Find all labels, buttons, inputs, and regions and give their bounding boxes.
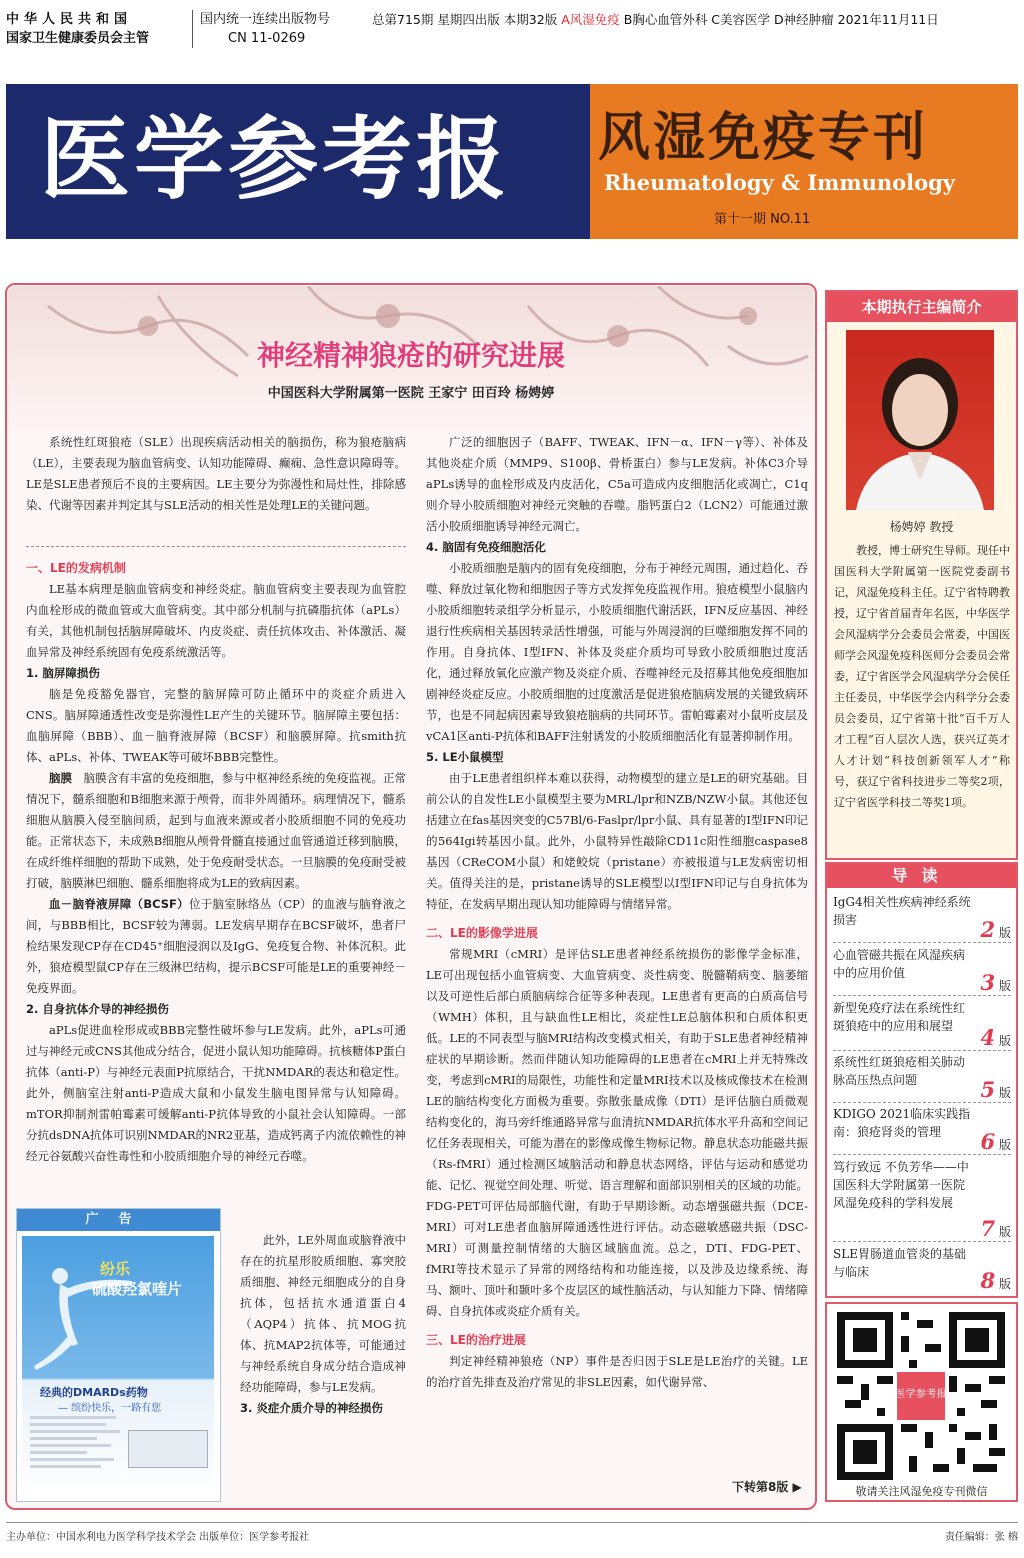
supplement-title-en: Rheumatology & Immunology bbox=[604, 170, 956, 195]
guide-item-text: 笃行致远 不负芳华——中国医科大学附属第一医院风湿免疫科的学科发展 bbox=[833, 1160, 969, 1210]
section-2-heading: 二、LE的影像学进展 bbox=[426, 926, 538, 940]
guide-item-text: IgG4相关性疾病神经系统损害 bbox=[833, 895, 971, 927]
newspaper-title: 医学参考报 bbox=[40, 106, 510, 212]
ad-drug-name: 硫酸羟氯喹片 bbox=[92, 1280, 183, 1298]
guide-item-text: KDIGO 2021临床实践指南：狼疮肾炎的管理 bbox=[833, 1107, 971, 1139]
guide-header: 导读 bbox=[827, 864, 1016, 888]
footer-publisher: 主办单位：中国水利电力医学科学技术学会 出版单位：医学参考报社 bbox=[6, 1532, 310, 1543]
supplement-title: 风湿免疫专刊 bbox=[598, 107, 929, 168]
ad-product-box bbox=[128, 1430, 208, 1468]
section-3-heading: 三、LE的治疗进展 bbox=[426, 1333, 526, 1347]
editor-bio: 教授，博士研究生导师。现任中国医科大学附属第一医院党委副书记，风湿免疫科主任。辽宁省特聘教授，辽宁省首届青年名医，中华医学会风湿病学分会委员会常委，中国医师学会风湿免疫科医师分会委员会常委，辽宁省医学会风湿病学分会侯任主任委员，中华医学会内科学分会委员会委员，辽宁省第十批“百千万人才工程”百人层次人选，获兴辽英才人才计划“科技创新领军人才”称号，获辽宁省科技进步二等奖2项，辽宁省医学科技二等奖1项。 bbox=[834, 544, 1010, 809]
section-divider bbox=[26, 546, 406, 547]
editor-name: 杨娉婷 教授 bbox=[889, 520, 954, 534]
qr-logo-text: 医学参考报 bbox=[895, 1387, 947, 1400]
guide-item[interactable] bbox=[833, 946, 1011, 996]
guide-item-page: 5 版 bbox=[980, 1077, 1011, 1102]
subsection-1-1-paragraph-2 bbox=[26, 768, 406, 894]
article-title: 神经精神狼疮的研究进展 bbox=[256, 339, 565, 372]
editor-photo bbox=[846, 330, 994, 510]
guide-item[interactable] bbox=[833, 1245, 1011, 1293]
article-authors: 中国医科大学附属第一医院 王家宁 田百玲 杨娉婷 bbox=[267, 386, 555, 401]
guide-item[interactable] bbox=[833, 1053, 1011, 1103]
subsection-1-1-paragraph-3 bbox=[26, 894, 406, 999]
subsection-1-1-heading: 1. 脑屏障损伤 bbox=[26, 666, 100, 680]
guide-item[interactable] bbox=[833, 1158, 1011, 1242]
section-2-paragraph: 常规MRI（cMRI）是评估SLE患者神经系统损伤的影像学金标准，LE可出现包括小血管病变、大血管病变、炎性病变、脱髓鞘病变、脑萎缩以及可逆性后部白质脑病综合征等多种表现。LE患者有更高的白质高信号（WMH）体积，且与缺血性LE相比，炎症性LE总脑体积和白质体积更低。LE的不同表型与脑MRI结构改变模式相关，有助于SLE患者神经精神症状的早期诊断。然而伴随认知功能障碍的LE患者在cMRI上并无特殊改变，考虑到cMRI的局限性，功能性和定量MRI技术以及核成像技术在检测LE的脑结构变化方面极为重要。弥散张量成像（DTI）是评估脑白质微观结构变化的，海马旁纤维通路异常与血清抗NMDAR抗体水平升高和空间记忆任务表现相关，可能为潜在的影像成像生物标记物。静息状态功能磁共振（Rs-fMRI）通过检测区域脑活动和静息状态网络，评估与运动和感觉功能、记忆、视觉空间处理、听觉、语言理解和面部识别相关的区域的功能。FDG-PET可评估局部脑代谢，有助于早期诊断。动态增强磁共振（DCE-MRI）可对LE患者血脑屏障通透性进行评估。动态磁敏感磁共振（DSC-MRI）可测量控制情绪的大脑区域脑血流。总之，DTI、FDG-PET、fMRI等技术显示了异常的网络结构和功能连接，以及涉及边缘系统、海马、额叶、顶叶和颞叶多个皮层区的域性脑活动，与认知能力下降、情绪障碍、自身抗体或炎症介质有关。 bbox=[426, 947, 808, 1318]
guide-item-page: 4 版 bbox=[980, 1025, 1011, 1050]
article-column-1-narrow bbox=[240, 1230, 406, 1419]
header-divider bbox=[192, 10, 193, 48]
guide-item-text: SLE胃肠道血管炎的基础与临床 bbox=[833, 1247, 966, 1279]
ad-slogan: 经典的DMARDs药物 bbox=[40, 1386, 148, 1399]
guide-item-text: 新型免疫疗法在系统性红斑狼疮中的应用和展望 bbox=[833, 1001, 966, 1033]
article-column-1 bbox=[26, 550, 406, 1167]
section-3-paragraph: 判定神经精神狼疮（NP）事件是否归因于SLE是LE治疗的关键。LE的治疗首先排查及治疗常见的非SLE因素，如代谢异常、 bbox=[426, 1354, 808, 1389]
footer-editor: 责任编辑：张 榕 bbox=[944, 1532, 1018, 1543]
qr-caption: 敬请关注风湿免疫专刊微信 bbox=[855, 1485, 988, 1498]
guide-item[interactable] bbox=[833, 999, 1011, 1051]
subsection-1-4-heading: 4. 脑固有免疫细胞活化 bbox=[426, 540, 546, 554]
guide-item-page: 7 版 bbox=[980, 1216, 1011, 1241]
issue-date: 2021年11月11日 bbox=[837, 12, 939, 27]
subsection-1-4-paragraph: 小胶质细胞是脑内的固有免疫细胞，分布于神经元周围，通过趋化、吞噬、释放过氧化物和细胞因子等方式发挥免疫监视作用。狼疮模型小鼠脑内小胶质细胞转录组学分析显示，小胶质细胞代谢活跃，IFN反应基因、神经退行性疾病相关基因转录活性增强，可能与外周浸润的巨噬细胞发挥不同的作用。自身抗体、I型IFN、补体及炎症介质均可导致小胶质细胞过度活化，通过释放氧化应激产物及炎症介质、吞噬神经元及招募其他免疫细胞加剧神经炎症反应。小胶质细胞的过度激活是促进狼疮脑病发展的关键致病环节，也是不同起病因素导致狼疮脑病的共同环节。雷帕霉素对小鼠听皮层及vCA1区anti-P抗体和BAFF注射诱发的小胶质细胞活化有显著抑制作用。 bbox=[426, 561, 808, 743]
article-column-2 bbox=[426, 432, 808, 1393]
article-column-1-top bbox=[26, 432, 406, 516]
cn-block bbox=[200, 10, 360, 48]
subsection-1-2-paragraph-1: aPLs促进血栓形成或BBB完整性破坏参与LE发病。此外，aPLs可通过与神经元或CNS其他成分结合，促进小鼠认知功能障碍。抗核糖体P蛋白抗体（anti-P）与神经元表面P抗原结合，干扰NMDAR的表达和稳定性。此外，侧脑室注射anti-P造成大鼠和小鼠发生脑电图异常与认知障碍。mTOR抑制剂雷帕霉素可缓解anti-P抗体导致的小鼠社会认知障碍。一部分抗dsDNA抗体可识别NMDAR的NR2亚基，造成钙离子内流依赖性的神经元谷氨酸兴奋性毒性和小胶质细胞介导的神经元吞噬。 bbox=[26, 1023, 406, 1163]
subsection-1-1-paragraph-1: 脑是免疫豁免器官，完整的脑屏障可防止循环中的炎症介质进入CNS。脑屏障通透性改变是弥漫性LE产生的关键环节。脑屏障主要包括：血脑屏障（BBB）、血－脑脊液屏障（BCSF）和脑膜屏障。抗smith抗体、aPLs、补体、TWEAK等可破坏BBB完整性。 bbox=[26, 687, 406, 764]
section-1-heading: 一、LE的发病机制 bbox=[26, 561, 126, 575]
supplement-issue-number: 第十一期 NO.11 bbox=[714, 212, 811, 227]
editor-portrait-icon bbox=[846, 330, 994, 510]
section-a: A风湿免疫 bbox=[561, 12, 620, 27]
subsection-1-2-heading: 2. 自身抗体介导的神经损伤 bbox=[26, 1002, 169, 1016]
advertisement-header: 广告 bbox=[17, 1209, 220, 1231]
subsection-1-3-heading: 3. 炎症介质介导的神经损伤 bbox=[240, 1401, 383, 1415]
continued-on-page[interactable]: 下转第8版 ▶ bbox=[732, 1480, 802, 1494]
issue-info-line bbox=[372, 10, 1022, 29]
publisher-line-2: 国家卫生健康委员会主管 bbox=[6, 31, 150, 46]
editor-intro-header: 本期执行主编简介 bbox=[827, 292, 1016, 322]
subsection-1-5-heading: 5. LE小鼠模型 bbox=[426, 750, 504, 764]
ad-slogan-2: — 缤纷快乐，一路有您 bbox=[58, 1403, 162, 1414]
publisher-line-1: 中华人民共和国 bbox=[6, 12, 133, 27]
guide-item[interactable] bbox=[833, 893, 1011, 943]
meninges-lead: 脑膜 bbox=[49, 771, 73, 785]
cn-number: CN 11-0269 bbox=[228, 31, 306, 46]
guide-item-text: 心血管磁共振在风湿疾病中的应用价值 bbox=[833, 948, 966, 980]
guide-item-page: 8 版 bbox=[980, 1268, 1011, 1293]
ad-brand-name: 纷乐 bbox=[100, 1260, 131, 1278]
guide-item-page: 3 版 bbox=[980, 970, 1011, 995]
guide-item-text: 系统性红斑狼疮相关肺动脉高压热点问题 bbox=[833, 1055, 966, 1087]
footer-rule bbox=[6, 1522, 1018, 1523]
wechat-qr-code-icon[interactable] bbox=[837, 1312, 1005, 1480]
meninges-text: 脑膜含有丰富的免疫细胞，参与中枢神经系统的免疫监视。正常情况下，髓系细胞和B细胞来源于颅骨，而非外周循环。病理情况下，髓系细胞从脑膜入侵至脑间质，起到与血液来源或者小胶质细胞不同的免疫功能。正常状态下，未成熟B细胞从颅骨骨髓直接通过血管通道迁移到脑膜，在成纤维样细胞的帮助下成熟，处于免疫耐受状态。一旦脑膜的免疫耐受被打破，脑膜淋巴细胞、髓系细胞将成为LE的致病因素。 bbox=[26, 771, 407, 890]
sections-rest: B胸心血管外科 C美容医学 D神经肿瘤 bbox=[623, 12, 834, 27]
issue-info: 总第715期 星期四出版 本期32版 bbox=[372, 12, 558, 27]
guide-item-page: 2 版 bbox=[980, 917, 1011, 942]
cn-label: 国内统一连续出版物号 bbox=[200, 12, 331, 27]
publisher-block bbox=[6, 10, 184, 48]
ad-fine-print bbox=[30, 1416, 125, 1486]
article-intro: 系统性红斑狼疮（SLE）出现疾病活动相关的脑损伤，称为狼疮脑病（LE），主要表现为脑血管病变、认知功能障碍、癫痫、急性意识障碍等。LE是SLE患者预后不良的主要病因。LE主要分为弥漫性和局灶性，排除感染、代谢等因素并判定其与SLE活动的相关性是处理LE的关键问题。 bbox=[26, 435, 406, 512]
subsection-1-5-paragraph: 由于LE患者组织样本难以获得，动物模型的建立是LE的研究基础。目前公认的自发性LE小鼠模型主要为MRL/lpr和NZB/NZW小鼠。其他还包括建立在fas基因突变的C57Bl/6-Faslpr/lpr小鼠、具有显著的I型IFN印记的564Igi转基因小鼠。此外，小鼠特异性敲除CD11c阳性细胞caspase8基因（CReCOM小鼠）和姥鲛烷（pristane）亦被报道与LE发病密切相关。值得关注的是，pristane诱导的SLE模型以I型IFN印记与自身抗体为特征，在发病早期出现认知功能障碍与情绪异常。 bbox=[426, 771, 808, 911]
bcsf-text: 位于脑室脉络丛（CP）的血液与脑脊液之间，与BBB相比，BCSF较为薄弱。LE发病早期存在BCSF破坏，患者尸检结果发现CP存在CD45⁺细胞浸润以及IgG、免疫复合物、补体沉积。此外，狼疮模型鼠CP存在三级淋巴结构，提示BCSF可能是LE的重要神经－免疫界面。 bbox=[26, 897, 406, 995]
guide-item[interactable] bbox=[833, 1105, 1011, 1155]
subsection-1-2-paragraph-2: 此外，LE外周血或脑脊液中存在的抗星形胶质细胞、寡突胶质细胞、神经元细胞成分的自身抗体，包括抗水通道蛋白4（AQP4）抗体、抗MOG抗体、抗MAP2抗体等，可能通过与神经系统自身成分结合造成神经功能障碍，参与LE发病。 bbox=[240, 1233, 406, 1394]
subsection-1-3-paragraph: 广泛的细胞因子（BAFF、TWEAK、IFN－α、IFN－γ等）、补体及其他炎症介质（MMP9、S100β、骨桥蛋白）参与LE发病。补体C3介导aPLs诱导的血栓形成及内皮活化，C5a可造成内皮细胞活化或凋亡，C1q则介导小胶质细胞对神经元突触的吞噬。脂钙蛋白2（LCN2）可能通过激活小胶质细胞诱导神经元凋亡。 bbox=[426, 435, 808, 533]
bcsf-lead: 血－脑脊液屏障（BCSF） bbox=[49, 897, 189, 911]
guide-item-page: 6 版 bbox=[980, 1129, 1011, 1154]
section-1-paragraph: LE基本病理是脑血管病变和神经炎症。脑血管病变主要表现为血管腔内血栓形成的微血管或大血管病变。其中部分机制与抗磷脂抗体（aPLs）有关，其他机制包括脑屏障破坏、内皮炎症、责任抗体攻击、补体激活、凝血异常及神经系统固有免疫系统激活等。 bbox=[26, 582, 406, 659]
